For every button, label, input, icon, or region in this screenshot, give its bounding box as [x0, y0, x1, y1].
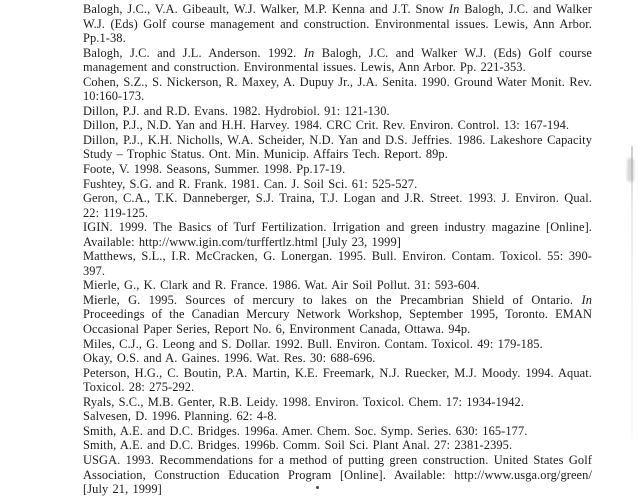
reference-entry [83, 424, 592, 439]
reference-entry [83, 220, 592, 249]
scan-artifact-stray-dot [316, 486, 319, 489]
reference-italic-text: In [303, 45, 315, 60]
reference-entry [83, 191, 592, 220]
reference-text: Dillon, P.J., K.H. Nicholls, W.A. Scheider, N.D. Yan and D.S. Jeffries. 1986. Lakeshore Capacity Study – Trophic Status. Ont. Min. Municip. Affairs Tech. Report. 89p. [83, 132, 592, 162]
reference-entry [83, 351, 592, 366]
reference-entry [83, 177, 592, 192]
reference-text: Smith, A.E. and D.C. Bridges. 1996a. Amer. Chem. Soc. Symp. Series. 630: 165-177. [83, 423, 528, 438]
reference-entry [83, 278, 592, 293]
reference-text: Balogh, J.C. and Walker W.J. (Eds) Golf course management and construction. Environmental issues. Lewis, Ann Arbor. Pp. 221-353. [83, 45, 592, 75]
reference-entry [83, 453, 592, 497]
reference-entry [83, 337, 592, 352]
reference-entry [83, 395, 592, 410]
reference-entry [83, 249, 592, 278]
reference-text: Fushtey, S.G. and R. Frank. 1981. Can. J. Soil Sci. 61: 525-527. [83, 176, 418, 191]
reference-text: Geron, C.A., T.K. Danneberger, S.J. Traina, T.J. Logan and J.R. Street. 1993. J. Environ. Qual. 22: 119-125. [83, 191, 592, 220]
reference-text: Balogh, J.C., V.A. Gibeault, W.J. Walker, M.P. Kenna and J.T. Snow [83, 2, 449, 16]
reference-entry [83, 366, 592, 395]
reference-text: Dillon, P.J., N.D. Yan and H.H. Harvey. 1984. CRC Crit. Rev. Environ. Control. 13: 167-194. [83, 118, 570, 133]
reference-entry [83, 133, 592, 162]
reference-entry [83, 104, 592, 119]
reference-text: IGIN. 1999. The Basics of Turf Fertilization. Irrigation and green industry magazine [Online]. Available: http://www.igin.com/turffertlz.html [July 23, 1999] [83, 220, 592, 249]
scan-artifact-edge-line [631, 146, 633, 438]
reference-text: Smith, A.E. and D.C. Bridges. 1996b. Comm. Soil Sci. Plant Anal. 27: 2381-2395. [83, 438, 513, 453]
reference-text: Okay, O.S. and A. Gaines. 1996. Wat. Res. 30: 688-696. [83, 351, 376, 366]
reference-entry [83, 118, 592, 133]
reference-text: Mierle, G. 1995. Sources of mercury to lakes on the Precambrian Shield of Ontario. [83, 292, 582, 307]
scan-artifact-edge-smudge [627, 158, 634, 182]
reference-entry [83, 75, 592, 104]
reference-text: Mierle, G., K. Clark and R. France. 1986. Wat. Air Soil Pollut. 31: 593-604. [83, 278, 480, 293]
reference-text: Miles, C.J., G. Leong and S. Dollar. 1992. Bull. Environ. Contam. Toxicol. 49: 179-185. [83, 336, 543, 351]
reference-text: Ryals, S.C., M.B. Genter, R.B. Leidy. 1998. Environ. Toxicol. Chem. 17: 1934-1942. [83, 394, 525, 409]
reference-text: Peterson, H.G., C. Boutin, P.A. Martin, K.E. Freemark, N.J. Ruecker, M.J. Moody. 1994. Aquat. Toxicol. 28: 275-292. [83, 365, 592, 395]
reference-italic-text: In [448, 2, 460, 16]
reference-text: Balogh, J.C. and Walker W.J. (Eds) Golf course management and construction. Environmental issues. Lewis, Ann Arbor. Pp.1-38. [83, 2, 592, 46]
references-list [83, 2, 592, 497]
reference-text: Salvesen, D. 1996. Planning. 62: 4-8. [83, 409, 277, 424]
reference-entry [83, 2, 592, 46]
reference-text: Cohen, S.Z., S. Nickerson, R. Maxey, A. Dupuy Jr., J.A. Senita. 1990. Ground Water Monit. Rev. 10:160-173. [83, 74, 592, 104]
reference-text: Proceedings of the Canadian Mercury Network Workshop, September 1995, Toronto. EMAN Occasional Paper Series, Report No. 6, Environment Canada, Ottawa. 94p. [83, 307, 592, 337]
reference-text: Matthews, S.L., I.R. McCracken, G. Lonergan. 1995. Bull. Environ. Contam. Toxicol. 55: 390-397. [83, 249, 592, 278]
reference-entry [83, 46, 592, 75]
reference-entry [83, 162, 592, 177]
reference-italic-text: In [581, 292, 592, 307]
reference-text: USGA. 1993. Recommendations for a method of putting green construction. United States Golf Association, Construction Education Program [Online]. Available: http://www.usga.org/green/ [July 21, 1999] [83, 452, 592, 497]
reference-text: Foote, V. 1998. Seasons, Summer. 1998. Pp.17-19. [83, 162, 346, 177]
reference-text: Dillon, P.J. and R.D. Evans. 1982. Hydrobiol. 91: 121-130. [83, 103, 390, 118]
reference-entry [83, 409, 592, 424]
reference-entry [83, 438, 592, 453]
reference-entry [83, 293, 592, 337]
reference-text: Balogh, J.C. and J.L. Anderson. 1992. [83, 45, 304, 60]
